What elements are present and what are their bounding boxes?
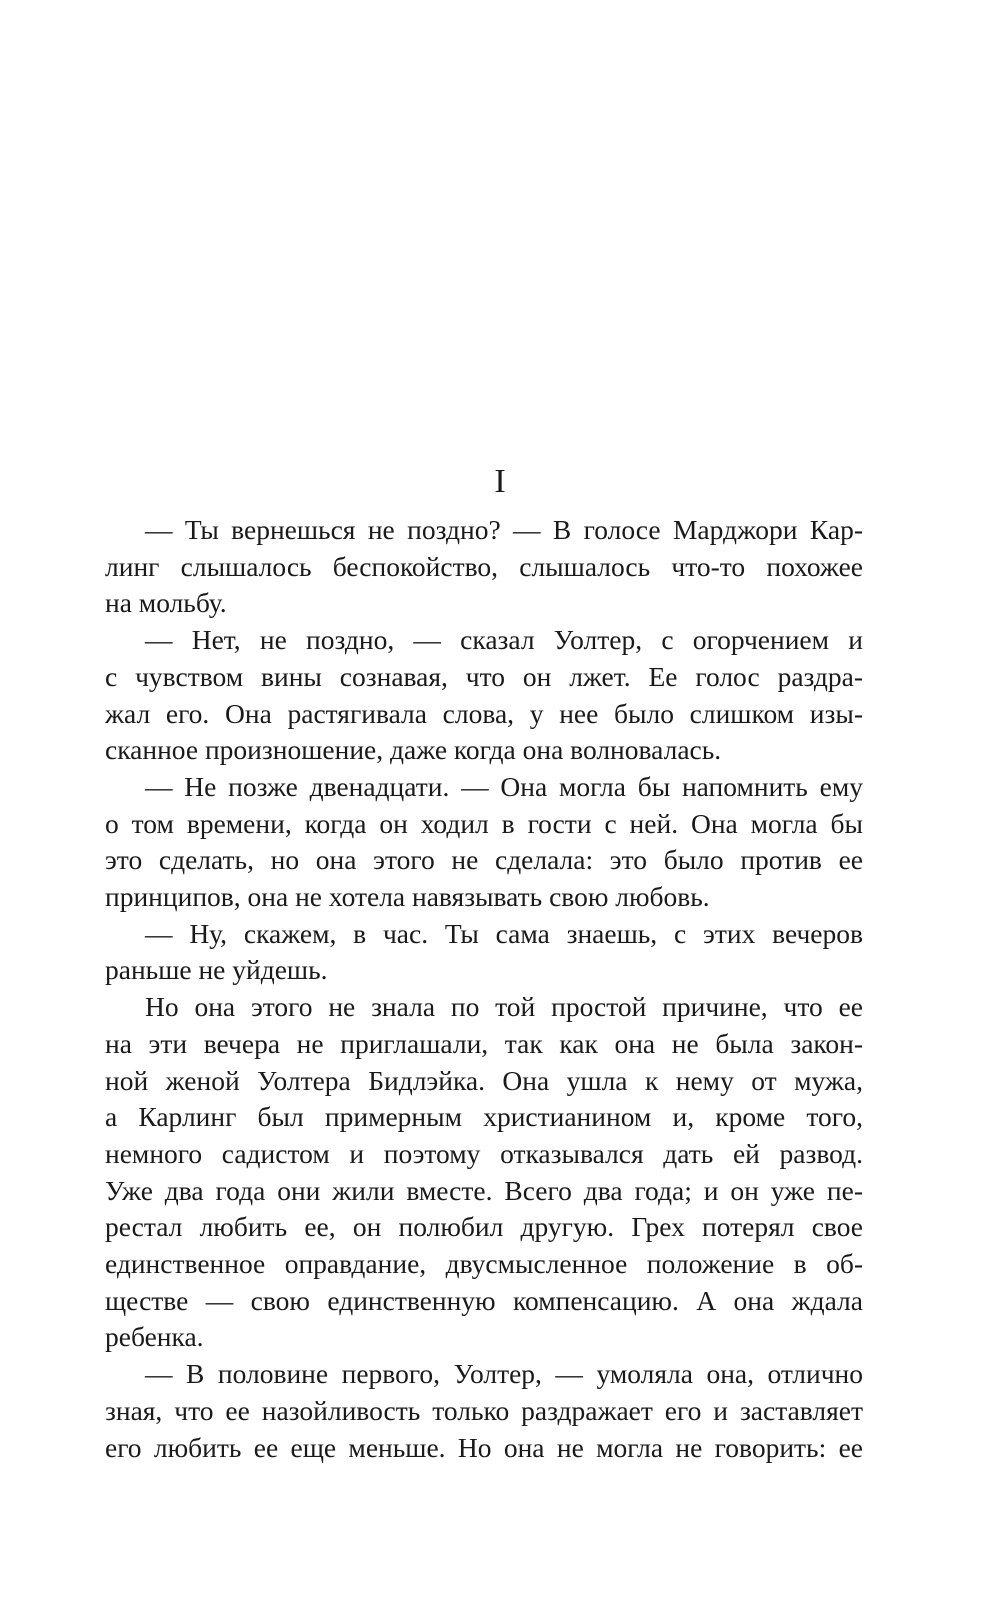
body-text [105,512,863,1466]
chapter-number: I [494,463,506,500]
text-line: линг слышалось беспокойство, слышалось что-то похожее [105,550,863,582]
text-line: сканное произношение, даже когда она волновалась. [105,734,722,766]
text-line: жал его. Она растягивала слова, у нее было слишком изы- [105,697,863,729]
text-line: с чувством вины сознавая, что он лжет. Ее голос раздра- [105,660,863,692]
text-line: — Не позже двенадцати. — Она могла бы напомнить ему [145,770,863,802]
text-line: ществе — свою единственную компенсацию. А она ждала [105,1284,863,1316]
paragraph [105,1356,863,1466]
text-line: на мольбу. [105,587,227,619]
text-line: принципов, она не хотела навязывать свою любовь. [105,881,710,913]
text-line: ной женой Уолтера Бидлэйка. Она ушла к нему от мужа, [105,1064,863,1096]
text-line: на эти вечера не приглашали, так как она не была закон- [105,1027,863,1059]
text-line: его любить ее еще меньше. Но она не могла не говорить: ее [105,1431,863,1463]
text-line: — В половине первого, Уолтер, — умоляла она, отлично [145,1358,863,1390]
text-line: раньше не уйдешь. [105,954,328,986]
paragraph [105,512,863,622]
text-line: — Ну, скажем, в час. Ты сама знаешь, с этих вечеров [145,917,863,949]
paragraph [105,989,863,1356]
paragraph [105,916,863,989]
text-line: Уже два года они жили вместе. Всего два года; и он уже пе- [105,1174,863,1206]
paragraph [105,622,863,769]
text-line: единственное оправдание, двусмысленное положение в об- [105,1248,863,1280]
paragraph [105,769,863,916]
text-line: ребенка. [105,1321,204,1353]
text-line: зная, что ее назойливость только раздражает его и заставляет [105,1394,863,1426]
text-line: о том времени, когда он ходил в гости с ней. Она могла бы [105,807,863,839]
text-line: — Ты вернешься не поздно? — В голосе Марджори Кар- [145,514,863,545]
text-line: а Карлинг был примерным христианином и, кроме того, [105,1101,863,1133]
text-line: рестал любить ее, он полюбил другую. Грех потерял свое [105,1211,863,1243]
text-line: Но она этого не знала по той простой причине, что ее [145,991,863,1023]
text-line: это сделать, но она этого не сделала: это было против ее [105,844,863,876]
text-line: — Нет, не поздно, — сказал Уолтер, с огорчением и [145,624,863,656]
text-line: немного садистом и поэтому отказывался дать ей развод. [105,1137,863,1169]
